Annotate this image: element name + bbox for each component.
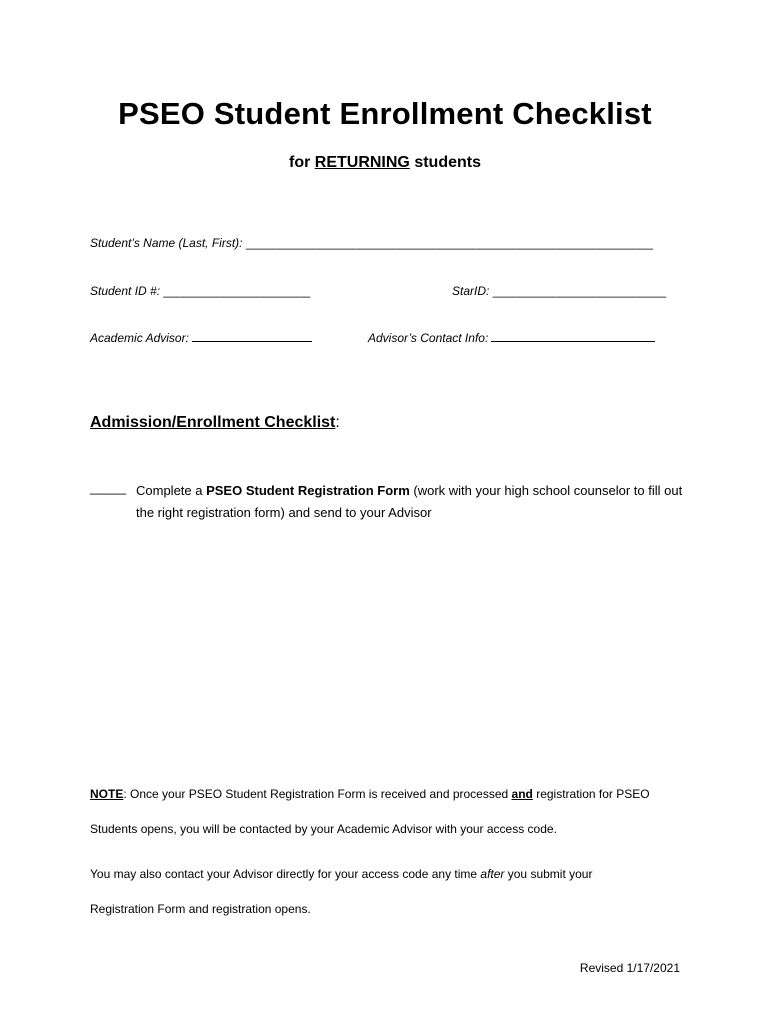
checklist-item-blank[interactable]: _____	[90, 480, 127, 495]
student-name-blank[interactable]: _____________________________________________________________	[245, 236, 653, 250]
note-p1-bold: and	[511, 787, 533, 801]
advisor-contact-field[interactable]	[368, 331, 655, 345]
document-subtitle	[0, 154, 770, 172]
note-p1-b: registration for PSEO	[532, 787, 650, 801]
student-name-field[interactable]	[90, 236, 653, 250]
note-p2-a: You may also contact your Advisor directly for your access code any time	[90, 867, 481, 881]
note-label: NOTE	[90, 787, 124, 801]
subtitle-emphasis: RETURNING	[314, 154, 410, 171]
advisor-contact-label: Advisor’s Contact Info:	[368, 331, 489, 345]
checklist-heading	[90, 414, 340, 432]
subtitle-prefix: for	[288, 154, 315, 171]
student-id-field[interactable]	[90, 284, 310, 298]
star-id-label: StarID:	[452, 284, 490, 298]
checklist-item-text-after: (work with your high school counselor to fill out the right registration form) and send to your Advisor	[136, 483, 683, 520]
note-line-4: Registration Form and registration opens.	[90, 902, 311, 916]
checklist-item-text-before: Complete a	[136, 483, 207, 498]
note-line-3	[90, 867, 690, 881]
academic-advisor-line[interactable]	[192, 331, 312, 342]
checklist-item-text	[136, 480, 696, 524]
document-title: PSEO Student Enrollment Checklist	[118, 96, 652, 131]
note-p2-b: you submit your	[504, 867, 593, 881]
checklist-heading-colon: :	[335, 414, 340, 431]
note-line-2: Students opens, you will be contacted by your Academic Advisor with your access code.	[90, 822, 557, 836]
star-id-blank[interactable]: __________________________	[492, 284, 667, 298]
student-id-label: Student ID #:	[90, 284, 161, 298]
academic-advisor-field[interactable]	[90, 331, 312, 345]
academic-advisor-label: Academic Advisor:	[90, 331, 189, 345]
revised-date: Revised 1/17/2021	[579, 961, 680, 975]
note-p1-a: : Once your PSEO Student Registration Form is received and processed	[123, 787, 512, 801]
student-name-label: Student’s Name (Last, First):	[90, 236, 243, 250]
note-line-1	[90, 787, 690, 801]
checklist-heading-text: Admission/Enrollment Checklist	[90, 414, 336, 431]
student-id-blank[interactable]: ______________________	[163, 284, 311, 298]
subtitle-suffix: students	[409, 154, 481, 171]
star-id-field[interactable]	[452, 284, 666, 298]
advisor-contact-line[interactable]	[491, 331, 655, 342]
checklist-item-text-bold: PSEO Student Registration Form	[206, 483, 410, 498]
note-p2-italic: after	[480, 867, 505, 881]
